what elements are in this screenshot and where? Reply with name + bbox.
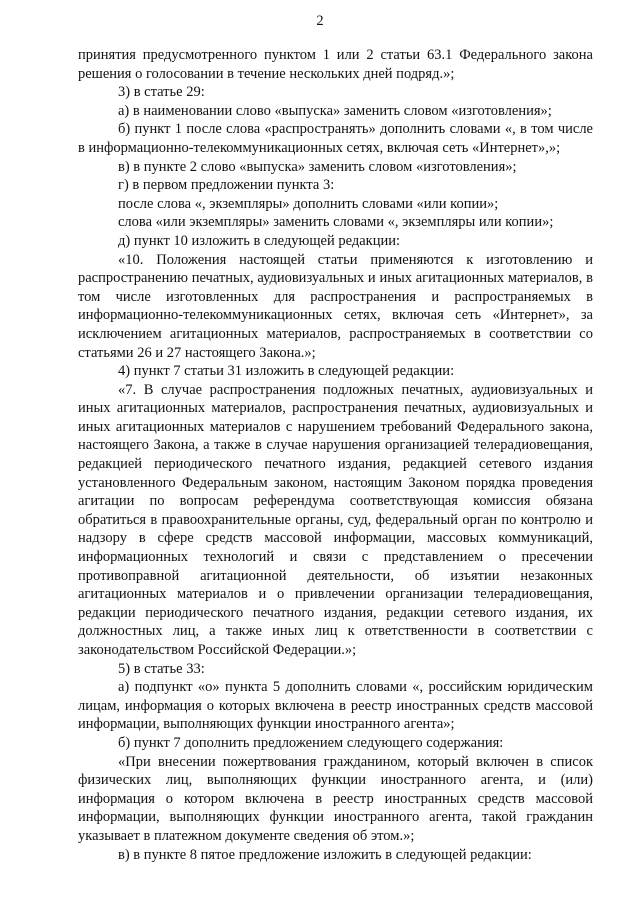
paragraph-item-4: 4) пункт 7 статьи 31 изложить в следующей редакции:	[118, 363, 455, 380]
paragraph-item-5: 5) в статье 33:	[118, 660, 205, 677]
paragraph-item-3d: д) пункт 10 изложить в следующей редакции:	[118, 232, 400, 249]
document-body	[78, 46, 593, 864]
paragraph-item-3a: а) в наименовании слово «выпуска» заменить словом «изготовления»;	[118, 102, 552, 119]
paragraph-item-5a: а) подпункт «о» пункта 5 дополнить словами «, российским юридическим лицам, информация о которых включена в реестр иностранных средств массовой информации, выполняющих функции иностранного агента»;	[78, 679, 593, 733]
paragraph-item-3g-1: после слова «, экземпляры» дополнить словами «или копии»;	[118, 195, 499, 212]
paragraph-item-3g-2: слова «или экземпляры» заменить словами «, экземпляры или копии»;	[118, 214, 554, 231]
paragraph-item-5v: в) в пункте 8 пятое предложение изложить в следующей редакции:	[118, 846, 532, 863]
paragraph-continuation: принятия предусмотренного пунктом 1 или 2 статьи 63.1 Федерального закона решения о голосовании в течение нескольких дней подряд.»;	[78, 47, 593, 82]
paragraph-item-3v: в) в пункте 2 слово «выпуска» заменить словом «изготовления»;	[118, 158, 517, 175]
page-number: 2	[316, 13, 324, 29]
paragraph-quote-donation: «При внесении пожертвования гражданином, который включен в список физических лиц, выполняющих функции иностранного агента, и (или) информация о котором включена в реестр иностранных средств массовой информации, выполняющих функции иностранного агента, такой гражданин указывает в платежном документе сведения об этом.»;	[78, 753, 593, 844]
paragraph-item-3g: г) в первом предложении пункта 3:	[118, 177, 335, 194]
paragraph-item-3b: б) пункт 1 после слова «распространять» дополнить словами «, в том числе в информационно-телекоммуникационных сетях, включая сеть «Интернет»,»;	[78, 121, 593, 156]
paragraph-quote-7: «7. В случае распространения подложных печатных, аудиовизуальных и иных агитационных материалов, распространения печатных, аудиовизуальных и иных агитационных материалов с нарушением требований Федерального закона, настоящего Закона, а также в случае нарушения организацией телерадиовещания, редакцией периодического печатного издания, редакцией сетевого издания установленного Федеральным законом, настоящим Законом порядка проведения агитации по вопросам референдума соответствующая комиссия обязана обратиться в правоохранительные органы, суд, федеральный орган по контролю и надзору в сфере средств массовой информации, массовых коммуникаций, информационных технологий и связи с представлением о пресечении противоправной агитационной деятельности, об изъятии незаконных агитационных материалов и о привлечении организации телерадиовещания, редакции периодического печатного издания, редакции сетевого издания, их должностных лиц, а также иных лиц к ответственности в соответствии с законодательством Российской Федерации.»;	[78, 381, 593, 658]
paragraph-quote-10: «10. Положения настоящей статьи применяются к изготовлению и распространению печатных, аудиовизуальных и иных агитационных материалов, в том числе изготовленных для распространения и распространяемых в информационно-телекоммуникационных сетях, включая сеть «Интернет», за исключением агитационных материалов, распространяемых в соответствии со статьями 26 и 27 настоящего Закона.»;	[78, 251, 593, 361]
paragraph-item-3: 3) в статье 29:	[118, 84, 205, 101]
paragraph-item-5b: б) пункт 7 дополнить предложением следующего содержания:	[118, 734, 504, 751]
